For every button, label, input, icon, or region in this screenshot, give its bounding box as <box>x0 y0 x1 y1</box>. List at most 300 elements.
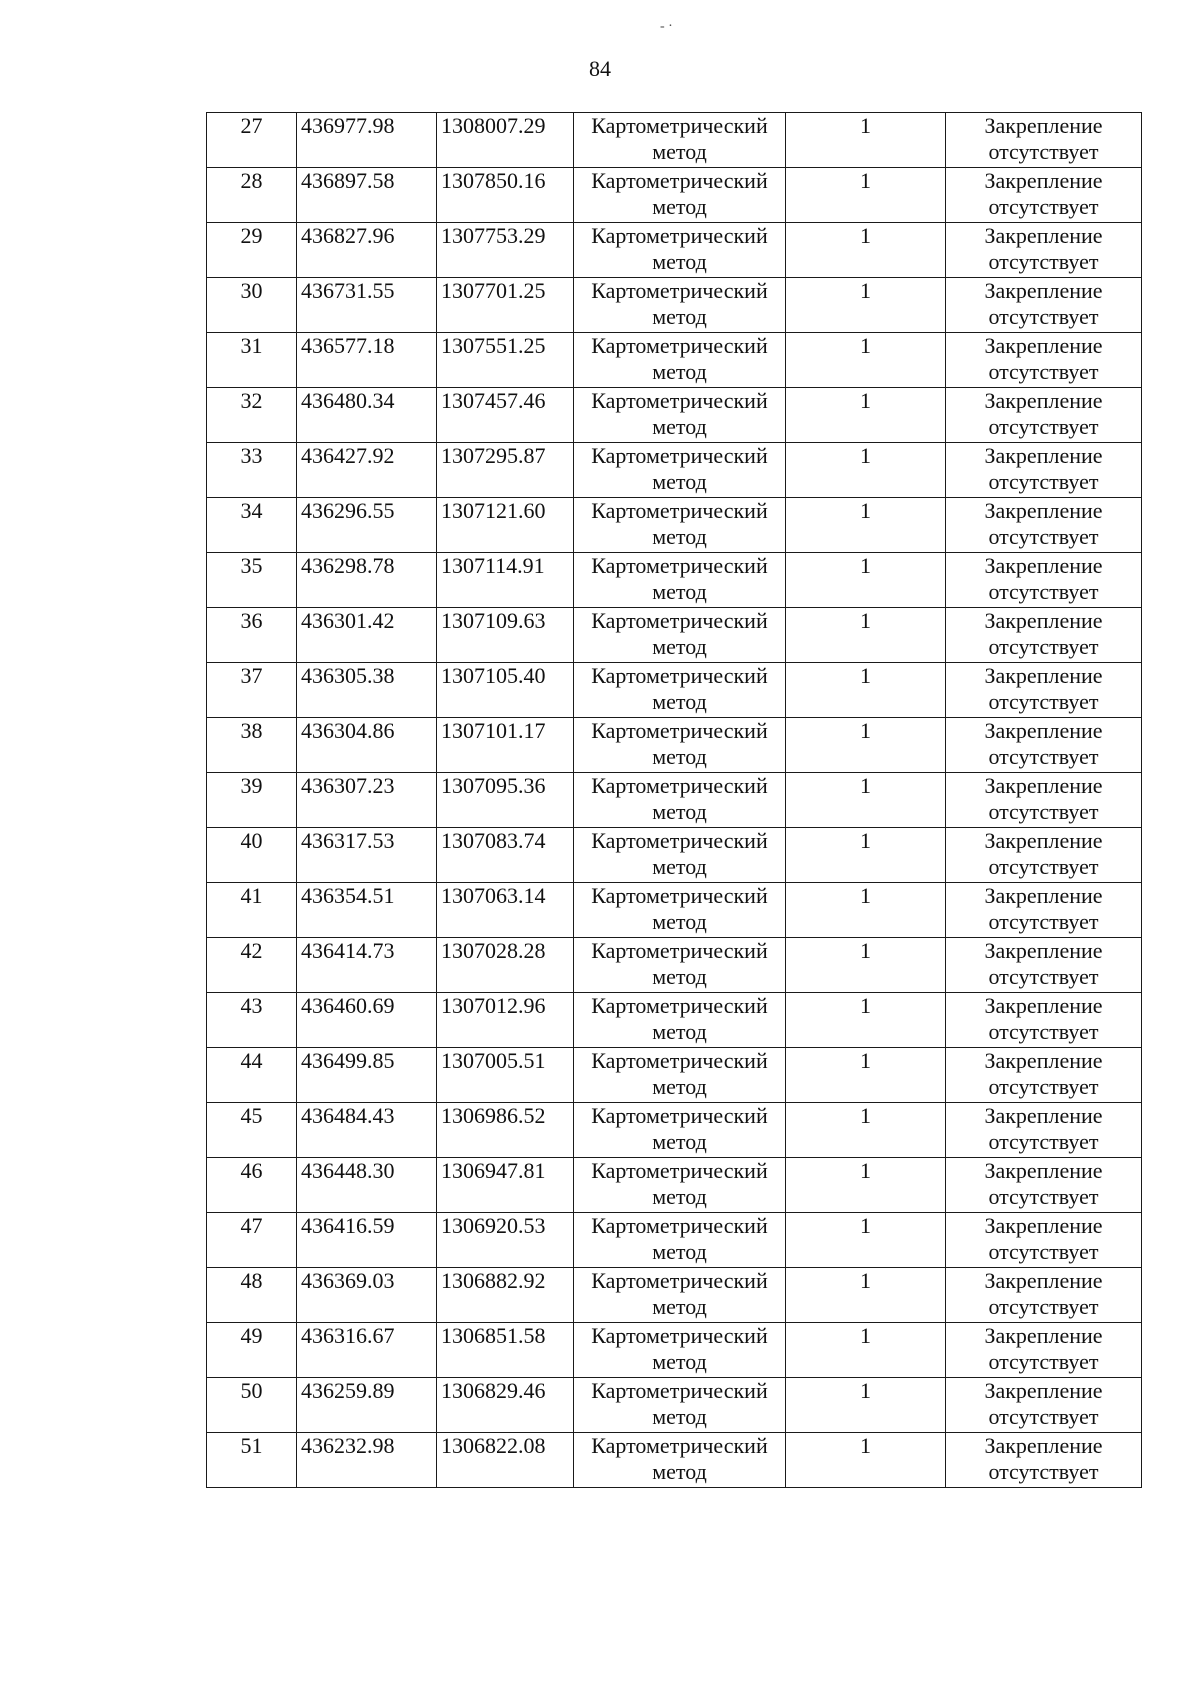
x-coordinate-cell <box>297 498 437 553</box>
x-coordinate: 436460.69 <box>301 993 395 1018</box>
description-text-line1: Закрепление <box>984 498 1103 523</box>
point-number-cell <box>207 443 297 498</box>
description-text-line1: Закрепление <box>984 223 1103 248</box>
y-coordinate-cell <box>437 1433 574 1488</box>
description-text-line1: Закрепление <box>984 993 1103 1018</box>
description-text-line2: отсутствует <box>988 249 1099 274</box>
method-text-line2: метод <box>652 909 707 934</box>
description-cell <box>946 608 1142 663</box>
description-text-line2: отсутствует <box>988 579 1099 604</box>
y-coordinate: 1307083.74 <box>441 828 546 853</box>
y-coordinate: 1307701.25 <box>441 278 546 303</box>
accuracy-cell <box>786 498 946 553</box>
y-coordinate: 1307012.96 <box>441 993 546 1018</box>
description-text-line1: Закрепление <box>984 883 1103 908</box>
x-coordinate: 436731.55 <box>301 278 395 303</box>
y-coordinate-cell <box>437 608 574 663</box>
method-cell <box>574 388 786 443</box>
description-text-line1: Закрепление <box>984 333 1103 358</box>
description-cell <box>946 773 1142 828</box>
description-text-line2: отсутствует <box>988 854 1099 879</box>
method-text-line2: метод <box>652 304 707 329</box>
point-number-cell <box>207 498 297 553</box>
y-coordinate-cell <box>437 993 574 1048</box>
method-text-line1: Картометрический <box>591 718 768 743</box>
table-row <box>207 278 1142 333</box>
method-cell <box>574 553 786 608</box>
method-cell <box>574 223 786 278</box>
method-text-line2: метод <box>652 1184 707 1209</box>
description-cell <box>946 1323 1142 1378</box>
accuracy-cell <box>786 278 946 333</box>
accuracy-value: 1 <box>860 1158 871 1183</box>
accuracy-cell <box>786 608 946 663</box>
accuracy-value: 1 <box>860 278 871 303</box>
point-number: 51 <box>240 1433 263 1458</box>
accuracy-cell <box>786 388 946 443</box>
method-text-line2: метод <box>652 249 707 274</box>
point-number: 39 <box>240 773 263 798</box>
coordinates-table <box>206 112 1142 1488</box>
x-coordinate: 436259.89 <box>301 1378 395 1403</box>
accuracy-cell <box>786 168 946 223</box>
x-coordinate-cell <box>297 938 437 993</box>
x-coordinate: 436301.42 <box>301 608 395 633</box>
y-coordinate: 1306947.81 <box>441 1158 546 1183</box>
accuracy-cell <box>786 1268 946 1323</box>
accuracy-cell <box>786 1213 946 1268</box>
table-row <box>207 1158 1142 1213</box>
description-text-line1: Закрепление <box>984 1378 1103 1403</box>
accuracy-cell <box>786 553 946 608</box>
point-number: 44 <box>240 1048 263 1073</box>
description-text-line2: отсутствует <box>988 1074 1099 1099</box>
point-number: 31 <box>240 333 263 358</box>
description-cell <box>946 553 1142 608</box>
description-text-line1: Закрепление <box>984 388 1103 413</box>
x-coordinate-cell <box>297 1378 437 1433</box>
description-cell <box>946 498 1142 553</box>
description-text-line2: отсутствует <box>988 1459 1099 1484</box>
y-coordinate-cell <box>437 1158 574 1213</box>
y-coordinate: 1307101.17 <box>441 718 546 743</box>
y-coordinate-cell <box>437 1048 574 1103</box>
x-coordinate-cell <box>297 553 437 608</box>
table-row <box>207 443 1142 498</box>
point-number-cell <box>207 1103 297 1158</box>
point-number: 45 <box>240 1103 263 1128</box>
method-text-line2: метод <box>652 359 707 384</box>
y-coordinate-cell <box>437 1268 574 1323</box>
description-cell <box>946 1048 1142 1103</box>
accuracy-cell <box>786 1103 946 1158</box>
y-coordinate: 1307109.63 <box>441 608 546 633</box>
table-row <box>207 718 1142 773</box>
description-cell <box>946 718 1142 773</box>
point-number-cell <box>207 553 297 608</box>
page-number: 84 <box>589 56 611 81</box>
point-number-cell <box>207 1378 297 1433</box>
x-coordinate-cell <box>297 1158 437 1213</box>
description-text-line1: Закрепление <box>984 1158 1103 1183</box>
x-coordinate: 436499.85 <box>301 1048 395 1073</box>
method-text-line2: метод <box>652 689 707 714</box>
method-cell <box>574 1213 786 1268</box>
method-cell <box>574 993 786 1048</box>
y-coordinate-cell <box>437 113 574 168</box>
accuracy-value: 1 <box>860 333 871 358</box>
point-number-cell <box>207 608 297 663</box>
point-number-cell <box>207 168 297 223</box>
method-text-line1: Картометрический <box>591 278 768 303</box>
description-text-line1: Закрепление <box>984 1103 1103 1128</box>
x-coordinate-cell <box>297 718 437 773</box>
point-number-cell <box>207 828 297 883</box>
accuracy-cell <box>786 828 946 883</box>
accuracy-cell <box>786 1158 946 1213</box>
y-coordinate-cell <box>437 168 574 223</box>
x-coordinate-cell <box>297 663 437 718</box>
description-cell <box>946 1103 1142 1158</box>
y-coordinate: 1307063.14 <box>441 883 546 908</box>
x-coordinate: 436827.96 <box>301 223 395 248</box>
x-coordinate-cell <box>297 1213 437 1268</box>
accuracy-cell <box>786 993 946 1048</box>
method-text-line2: метод <box>652 414 707 439</box>
y-coordinate: 1307114.91 <box>441 553 545 578</box>
description-text-line2: отсутствует <box>988 1239 1099 1264</box>
x-coordinate-cell <box>297 113 437 168</box>
method-cell <box>574 498 786 553</box>
x-coordinate-cell <box>297 1323 437 1378</box>
description-text-line1: Закрепление <box>984 443 1103 468</box>
description-text-line1: Закрепление <box>984 168 1103 193</box>
description-text-line2: отсутствует <box>988 1404 1099 1429</box>
description-cell <box>946 1213 1142 1268</box>
point-number-cell <box>207 1323 297 1378</box>
method-cell <box>574 1323 786 1378</box>
accuracy-value: 1 <box>860 1103 871 1128</box>
method-cell <box>574 718 786 773</box>
x-coordinate: 436480.34 <box>301 388 395 413</box>
accuracy-value: 1 <box>860 113 871 138</box>
method-text-line2: метод <box>652 139 707 164</box>
table-row <box>207 663 1142 718</box>
x-coordinate: 436369.03 <box>301 1268 395 1293</box>
x-coordinate-cell <box>297 223 437 278</box>
method-text-line2: метод <box>652 1349 707 1374</box>
method-cell <box>574 828 786 883</box>
accuracy-value: 1 <box>860 1323 871 1348</box>
method-text-line1: Картометрический <box>591 223 768 248</box>
x-coordinate: 436577.18 <box>301 333 395 358</box>
x-coordinate-cell <box>297 993 437 1048</box>
description-cell <box>946 443 1142 498</box>
description-text-line1: Закрепление <box>984 1323 1103 1348</box>
description-cell <box>946 223 1142 278</box>
y-coordinate: 1307850.16 <box>441 168 546 193</box>
description-cell <box>946 168 1142 223</box>
table-row <box>207 168 1142 223</box>
y-coordinate: 1307121.60 <box>441 498 546 523</box>
table-row <box>207 333 1142 388</box>
accuracy-value: 1 <box>860 883 871 908</box>
description-text-line1: Закрепление <box>984 608 1103 633</box>
point-number-cell <box>207 278 297 333</box>
description-cell <box>946 1433 1142 1488</box>
description-text-line1: Закрепление <box>984 828 1103 853</box>
table-row <box>207 773 1142 828</box>
method-text-line1: Картометрический <box>591 113 768 138</box>
table-row <box>207 113 1142 168</box>
method-text-line2: метод <box>652 634 707 659</box>
x-coordinate-cell <box>297 388 437 443</box>
description-text-line2: отсутствует <box>988 1019 1099 1044</box>
x-coordinate: 436305.38 <box>301 663 395 688</box>
y-coordinate: 1306920.53 <box>441 1213 546 1238</box>
description-cell <box>946 333 1142 388</box>
accuracy-value: 1 <box>860 388 871 413</box>
x-coordinate-cell <box>297 168 437 223</box>
description-text-line1: Закрепление <box>984 553 1103 578</box>
x-coordinate: 436232.98 <box>301 1433 395 1458</box>
point-number: 50 <box>240 1378 263 1403</box>
method-cell <box>574 1048 786 1103</box>
description-text-line2: отсутствует <box>988 194 1099 219</box>
description-text-line2: отсутствует <box>988 909 1099 934</box>
method-text-line2: метод <box>652 1239 707 1264</box>
method-text-line2: метод <box>652 1019 707 1044</box>
point-number: 46 <box>240 1158 263 1183</box>
description-text-line2: отсутствует <box>988 744 1099 769</box>
y-coordinate-cell <box>437 663 574 718</box>
y-coordinate-cell <box>437 498 574 553</box>
point-number-cell <box>207 1213 297 1268</box>
description-text-line2: отсутствует <box>988 414 1099 439</box>
description-text-line2: отсутствует <box>988 139 1099 164</box>
method-cell <box>574 1433 786 1488</box>
method-cell <box>574 443 786 498</box>
accuracy-value: 1 <box>860 993 871 1018</box>
method-text-line1: Картометрический <box>591 168 768 193</box>
table-row <box>207 1433 1142 1488</box>
description-text-line2: отсутствует <box>988 1184 1099 1209</box>
scan-artifact: ‐ · <box>660 19 673 34</box>
x-coordinate-cell <box>297 443 437 498</box>
point-number: 32 <box>240 388 263 413</box>
method-text-line1: Картометрический <box>591 828 768 853</box>
x-coordinate: 436484.43 <box>301 1103 395 1128</box>
description-cell <box>946 938 1142 993</box>
point-number: 34 <box>240 498 263 523</box>
method-text-line2: метод <box>652 1404 707 1429</box>
accuracy-value: 1 <box>860 498 871 523</box>
method-text-line1: Картометрический <box>591 1268 768 1293</box>
method-text-line2: метод <box>652 854 707 879</box>
y-coordinate-cell <box>437 883 574 938</box>
accuracy-cell <box>786 113 946 168</box>
method-text-line2: метод <box>652 1459 707 1484</box>
y-coordinate-cell <box>437 938 574 993</box>
method-text-line1: Картометрический <box>591 1103 768 1128</box>
point-number: 40 <box>240 828 263 853</box>
accuracy-value: 1 <box>860 1433 871 1458</box>
x-coordinate: 436298.78 <box>301 553 395 578</box>
accuracy-value: 1 <box>860 553 871 578</box>
method-cell <box>574 1103 786 1158</box>
method-text-line1: Картометрический <box>591 1158 768 1183</box>
x-coordinate-cell <box>297 828 437 883</box>
method-text-line2: метод <box>652 744 707 769</box>
x-coordinate: 436416.59 <box>301 1213 395 1238</box>
x-coordinate: 436317.53 <box>301 828 395 853</box>
description-text-line2: отсутствует <box>988 634 1099 659</box>
x-coordinate: 436448.30 <box>301 1158 395 1183</box>
description-text-line1: Закрепление <box>984 938 1103 963</box>
description-text-line1: Закрепление <box>984 1213 1103 1238</box>
method-cell <box>574 1378 786 1433</box>
x-coordinate-cell <box>297 333 437 388</box>
point-number-cell <box>207 883 297 938</box>
accuracy-cell <box>786 443 946 498</box>
table-row <box>207 1048 1142 1103</box>
x-coordinate-cell <box>297 883 437 938</box>
x-coordinate-cell <box>297 773 437 828</box>
method-text-line1: Картометрический <box>591 333 768 358</box>
accuracy-cell <box>786 1323 946 1378</box>
method-cell <box>574 938 786 993</box>
y-coordinate: 1307295.87 <box>441 443 546 468</box>
description-text-line1: Закрепление <box>984 1268 1103 1293</box>
description-text-line2: отсутствует <box>988 524 1099 549</box>
accuracy-cell <box>786 1378 946 1433</box>
description-text-line1: Закрепление <box>984 718 1103 743</box>
method-text-line2: метод <box>652 964 707 989</box>
y-coordinate: 1306829.46 <box>441 1378 546 1403</box>
x-coordinate-cell <box>297 1433 437 1488</box>
y-coordinate: 1308007.29 <box>441 113 546 138</box>
accuracy-cell <box>786 938 946 993</box>
accuracy-cell <box>786 223 946 278</box>
point-number: 35 <box>240 553 263 578</box>
table-row <box>207 993 1142 1048</box>
description-text-line2: отсутствует <box>988 469 1099 494</box>
table-row <box>207 1213 1142 1268</box>
y-coordinate-cell <box>437 718 574 773</box>
table-row <box>207 498 1142 553</box>
method-text-line1: Картометрический <box>591 498 768 523</box>
description-text-line1: Закрепление <box>984 1433 1103 1458</box>
table-row <box>207 883 1142 938</box>
method-cell <box>574 1268 786 1323</box>
x-coordinate: 436414.73 <box>301 938 395 963</box>
accuracy-cell <box>786 333 946 388</box>
method-text-line1: Картометрический <box>591 883 768 908</box>
y-coordinate: 1307005.51 <box>441 1048 546 1073</box>
y-coordinate-cell <box>437 1213 574 1268</box>
y-coordinate-cell <box>437 773 574 828</box>
x-coordinate-cell <box>297 1268 437 1323</box>
y-coordinate: 1306822.08 <box>441 1433 546 1458</box>
point-number-cell <box>207 663 297 718</box>
table-row <box>207 1268 1142 1323</box>
y-coordinate-cell <box>437 1323 574 1378</box>
x-coordinate: 436296.55 <box>301 498 395 523</box>
description-text-line1: Закрепление <box>984 278 1103 303</box>
x-coordinate: 436427.92 <box>301 443 395 468</box>
accuracy-value: 1 <box>860 828 871 853</box>
description-cell <box>946 1268 1142 1323</box>
table-row <box>207 828 1142 883</box>
method-text-line2: метод <box>652 194 707 219</box>
method-cell <box>574 168 786 223</box>
point-number: 43 <box>240 993 263 1018</box>
method-text-line1: Картометрический <box>591 1378 768 1403</box>
point-number: 41 <box>240 883 263 908</box>
method-cell <box>574 333 786 388</box>
x-coordinate: 436354.51 <box>301 883 395 908</box>
description-text-line1: Закрепление <box>984 113 1103 138</box>
method-text-line2: метод <box>652 799 707 824</box>
point-number: 27 <box>240 113 263 138</box>
x-coordinate: 436897.58 <box>301 168 395 193</box>
y-coordinate-cell <box>437 1103 574 1158</box>
description-cell <box>946 278 1142 333</box>
method-text-line1: Картометрический <box>591 1048 768 1073</box>
point-number-cell <box>207 333 297 388</box>
method-text-line2: метод <box>652 1129 707 1154</box>
x-coordinate: 436977.98 <box>301 113 395 138</box>
method-text-line1: Картометрический <box>591 663 768 688</box>
y-coordinate-cell <box>437 1378 574 1433</box>
point-number-cell <box>207 1433 297 1488</box>
y-coordinate-cell <box>437 333 574 388</box>
description-text-line2: отсутствует <box>988 304 1099 329</box>
table-row <box>207 553 1142 608</box>
description-cell <box>946 828 1142 883</box>
description-cell <box>946 388 1142 443</box>
accuracy-cell <box>786 773 946 828</box>
point-number-cell <box>207 993 297 1048</box>
accuracy-value: 1 <box>860 168 871 193</box>
accuracy-value: 1 <box>860 773 871 798</box>
method-cell <box>574 1158 786 1213</box>
accuracy-value: 1 <box>860 223 871 248</box>
method-cell <box>574 278 786 333</box>
point-number: 49 <box>240 1323 263 1348</box>
description-text-line1: Закрепление <box>984 773 1103 798</box>
description-cell <box>946 663 1142 718</box>
description-cell <box>946 1158 1142 1213</box>
description-text-line2: отсутствует <box>988 964 1099 989</box>
point-number: 37 <box>240 663 263 688</box>
description-text-line1: Закрепление <box>984 1048 1103 1073</box>
point-number-cell <box>207 223 297 278</box>
x-coordinate-cell <box>297 1103 437 1158</box>
method-cell <box>574 663 786 718</box>
point-number: 47 <box>240 1213 263 1238</box>
y-coordinate-cell <box>437 223 574 278</box>
description-cell <box>946 883 1142 938</box>
table-row <box>207 1323 1142 1378</box>
table-row <box>207 1103 1142 1158</box>
method-text-line1: Картометрический <box>591 938 768 963</box>
point-number: 33 <box>240 443 263 468</box>
method-text-line2: метод <box>652 524 707 549</box>
accuracy-value: 1 <box>860 1048 871 1073</box>
table-row <box>207 938 1142 993</box>
method-text-line2: метод <box>652 1074 707 1099</box>
